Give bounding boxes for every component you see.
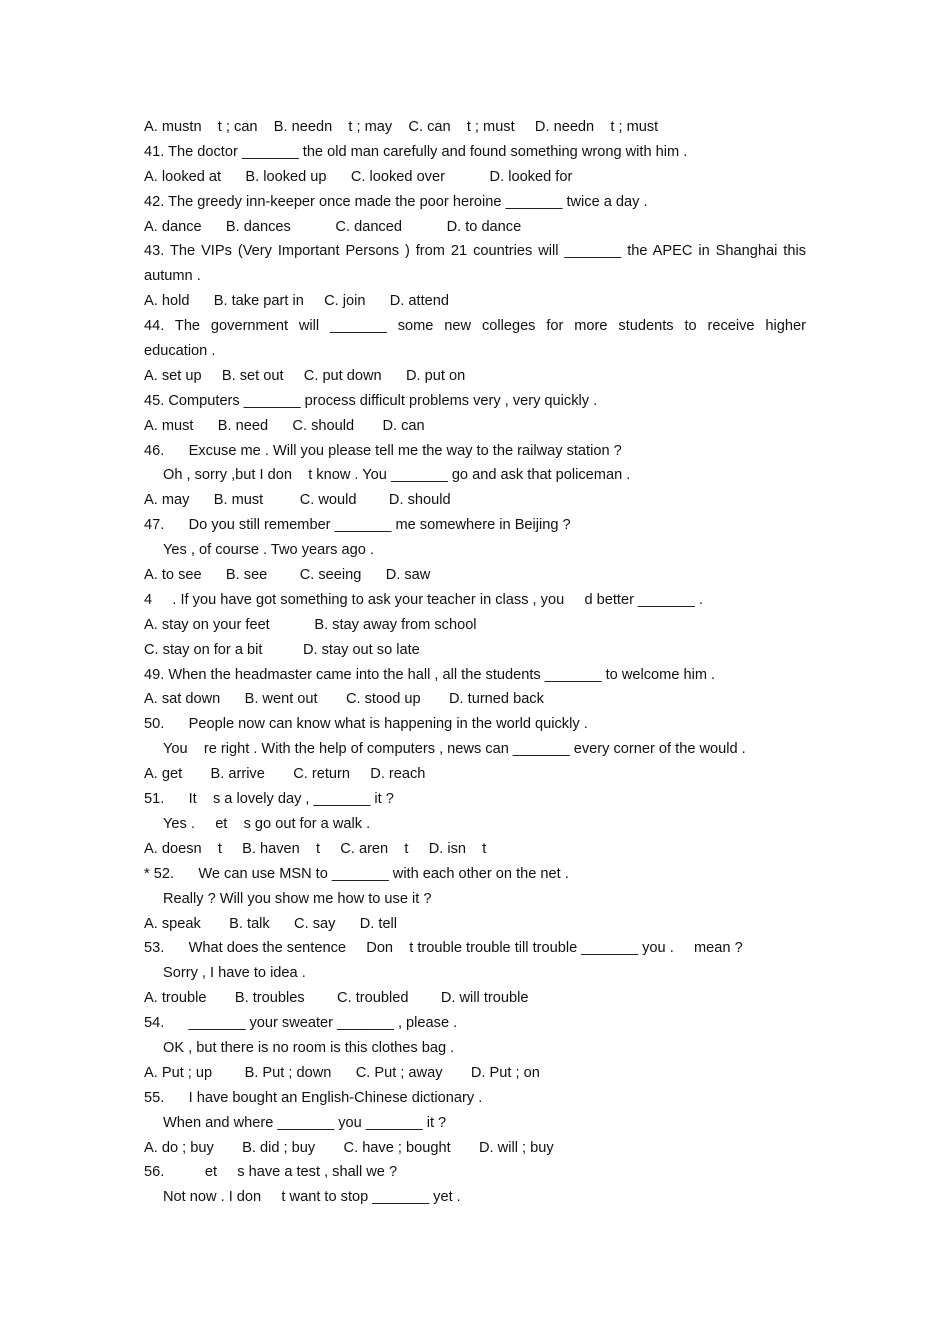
text-line: autumn .: [144, 268, 201, 285]
text-line: 47. Do you still remember _______ me somewhere in Beijing ?: [144, 517, 571, 534]
text-line: A. to see B. see C. seeing D. saw: [144, 567, 431, 584]
text-line: A. set up B. set out C. put down D. put on: [144, 367, 466, 384]
text-line: Sorry , I have to idea .: [163, 965, 306, 982]
text-line: education .: [144, 343, 216, 360]
text-line: C. stay on for a bit D. stay out so late: [144, 641, 420, 658]
text-line: A. mustn t ; can B. needn t ; may C. can t ; must D. needn t ; must: [144, 119, 659, 135]
exercise-page: [144, 115, 806, 1210]
text-line: A. speak B. talk C. say D. tell: [144, 915, 398, 932]
text-line: 42. The greedy inn-keeper once made the poor heroine _______ twice a day .: [144, 193, 648, 210]
text-line: * 52. We can use MSN to _______ with each other on the net .: [144, 865, 569, 882]
text-line: OK , but there is no room is this clothes bag .: [163, 1039, 455, 1056]
text-line: 51. It s a lovely day , _______ it ?: [144, 791, 394, 808]
text-line: A. dance B. dances C. danced D. to dance: [144, 218, 522, 235]
text-line: 45. Computers _______ process difficult problems very , very quickly .: [144, 392, 598, 409]
text-line: 43. The VIPs (Very Important Persons ) from 21 countries will _______ the APEC in Shanghai this: [144, 243, 806, 260]
text-line: A. get B. arrive C. return D. reach: [144, 766, 426, 783]
text-line: Yes . et s go out for a walk .: [163, 815, 371, 832]
text-line: 44. The government will _______ some new colleges for more students to receive higher: [144, 318, 806, 335]
text-line: 46. Excuse me . Will you please tell me the way to the railway station ?: [144, 442, 622, 459]
text-line: 56. et s have a test , shall we ?: [144, 1164, 398, 1181]
text-line: Yes , of course . Two years ago .: [163, 542, 374, 559]
text-line: Oh , sorry ,but I don t know . You _______ go and ask that policeman .: [163, 467, 631, 484]
text-line: 53. What does the sentence Don t trouble trouble till trouble _______ you . mean ?: [144, 940, 743, 957]
text-line: Not now . I don t want to stop _______ yet .: [163, 1189, 461, 1206]
text-line: 55. I have bought an English-Chinese dictionary .: [144, 1089, 483, 1106]
text-line: 41. The doctor _______ the old man carefully and found something wrong with him .: [144, 143, 688, 160]
text-line: When and where _______ you _______ it ?: [163, 1114, 447, 1131]
text-line: You re right . With the help of computers , news can _______ every corner of the would .: [163, 741, 746, 758]
text-line: A. trouble B. troubles C. troubled D. will trouble: [144, 990, 529, 1007]
text-line: 4 . If you have got something to ask your teacher in class , you d better _______ .: [144, 591, 703, 608]
text-line: 50. People now can know what is happening in the world quickly .: [144, 716, 588, 733]
text-line: 49. When the headmaster came into the hall , all the students _______ to welcome him .: [144, 666, 716, 683]
text-line: A. sat down B. went out C. stood up D. turned back: [144, 691, 544, 708]
text-line: 54. _______ your sweater _______ , please .: [144, 1015, 458, 1032]
text-line: A. may B. must C. would D. should: [144, 492, 451, 509]
text-line: A. Put ; up B. Put ; down C. Put ; away D. Put ; on: [144, 1064, 540, 1081]
text-line: A. hold B. take part in C. join D. attend: [144, 293, 449, 310]
text-line: A. stay on your feet B. stay away from school: [144, 616, 477, 633]
text-line: A. looked at B. looked up C. looked over D. looked for: [144, 168, 573, 185]
text-line: A. do ; buy B. did ; buy C. have ; bought D. will ; buy: [144, 1139, 554, 1156]
text-line: A. must B. need C. should D. can: [144, 417, 425, 434]
text-line: Really ? Will you show me how to use it ?: [163, 890, 432, 907]
text-line: A. doesn t B. haven t C. aren t D. isn t: [144, 840, 487, 857]
